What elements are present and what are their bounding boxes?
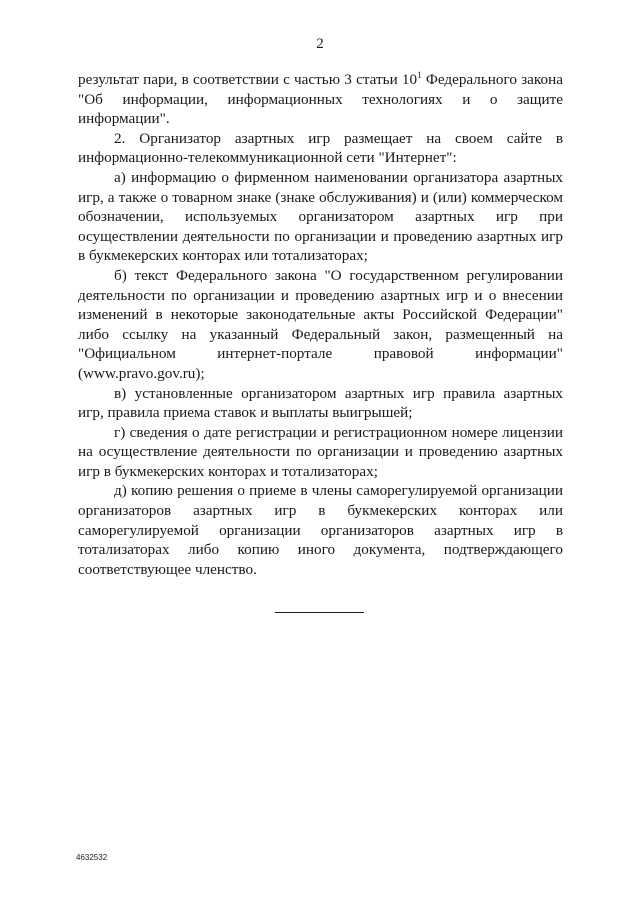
paragraph-continuation [78, 70, 563, 129]
page-number: 2 [316, 36, 324, 52]
paragraph-subitem-g: г) сведения о дате регистрации и регистрационном номере лицензии на осуществление деятельности по организации и проведению азартных игр в букмекерских конторах и тотализаторах; [78, 423, 563, 480]
end-separator-line [275, 612, 364, 613]
paragraph-subitem-d: д) копию решения о приеме в члены саморегулируемой организации организаторов азартных игр в букмекерских конторах или саморегулируемой организации организаторов азартных игр в тотализаторах либо копию иного документа, подтверждающего соответствующее членство. [78, 482, 563, 578]
paragraph-subitem-b: б) текст Федерального закона "О государственном регулировании деятельности по организации и проведению азартных игр и о внесении изменений в некоторые законодательные акты Российской Федерации" либо ссылку на указанный Федеральный закон, размещенный на "Официальном интернет-портале правовой информации" (www.pravo.gov.ru); [78, 266, 563, 382]
paragraph-item-2: 2. Организатор азартных игр размещает на своем сайте в информационно-телекоммуникационной сети "Интернет": [78, 129, 563, 167]
superscript-article-number: 1 [417, 70, 422, 80]
document-body [78, 70, 563, 579]
document-code: 4632532 [76, 853, 108, 862]
paragraph-text-part: результат пари, в соответствии с частью 3 статьи 10 [78, 71, 418, 88]
paragraph-subitem-v: в) установленные организатором азартных игр правила азартных игр, правила приема ставок и выплаты выигрышей; [78, 384, 563, 422]
paragraph-subitem-a: а) информацию о фирменном наименовании организатора азартных игр, а также о товарном знаке (знаке обслуживания) и (или) коммерческом обозначении, используемых организатором азартных игр при осуществлении деятельности по организации и проведению азартных игр в букмекерских конторах или тотализаторах; [78, 168, 563, 265]
paragraph-text-part: Федерального закона "Об информации, информационных технологиях и о защите информации". [78, 71, 563, 128]
